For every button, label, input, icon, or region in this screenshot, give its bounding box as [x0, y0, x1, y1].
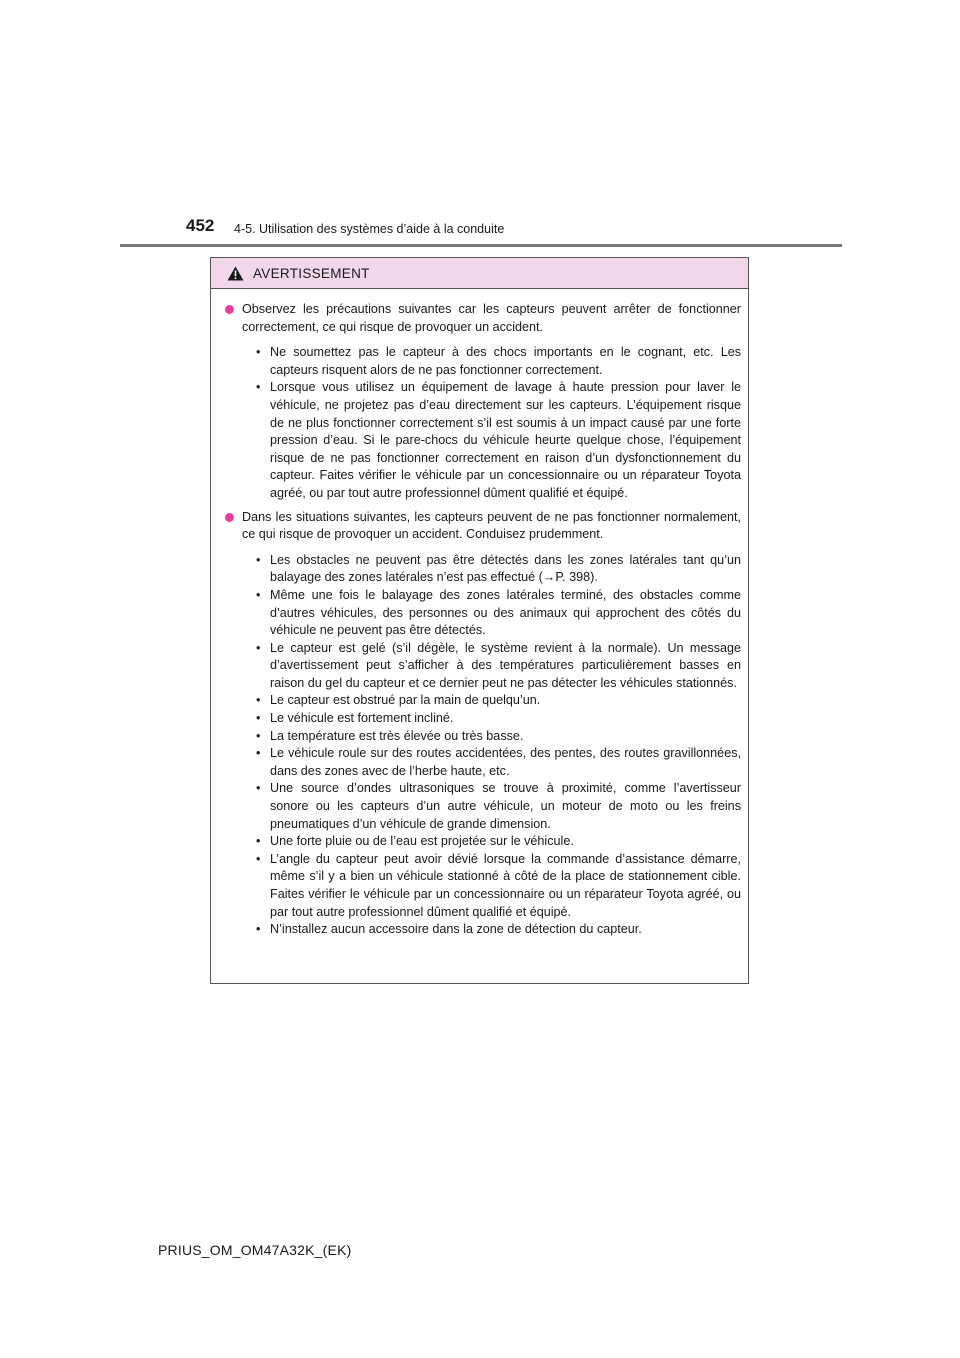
list-item: • Le véhicule roule sur des routes accidentées, des pentes, des routes gravillonnées, dans des zones avec de l’herbe haute, etc. — [256, 745, 741, 780]
list-item: • Ne soumettez pas le capteur à des chocs importants en le cognant, etc. Les capteurs risquent alors de ne pas fonctionner correctement. — [256, 344, 741, 379]
list-item: • Même une fois le balayage des zones latérales terminé, des obstacles comme d’autres véhicules, des personnes ou des animaux qui approchent des côtés du véhicule ne peuvent pas être détectés. — [256, 587, 741, 640]
list-item: • L’angle du capteur peut avoir dévié lorsque la commande d’assistance démarre, même s’il y a bien un véhicule stationné à côté de la place de stationnement cible. Faites vérifier le véhicule par un concessionnaire ou un réparateur Toyota agréé, ou par tout autre professionnel dûment qualifié et équipé. — [256, 851, 741, 921]
warning-point — [224, 509, 741, 544]
warning-header — [211, 258, 748, 289]
precaution-list — [224, 344, 741, 502]
document-code: PRIUS_OM_OM47A32K_(EK) — [158, 1242, 352, 1258]
warning-title: AVERTISSEMENT — [253, 265, 370, 281]
list-item: • Une source d’ondes ultrasoniques se trouve à proximité, comme l’avertisseur sonore ou les capteurs d’un autre véhicule, un moteur de moto ou les freins pneumatiques d’un véhicule de grande dimension. — [256, 780, 741, 833]
list-item: • Le capteur est gelé (s’il dégèle, le système revient à la normale). Un message d’avertissement peut s’afficher à des températures particulièrement basses en raison du gel du capteur et ce dernier peut ne pas détecter les véhicules stationnés. — [256, 640, 741, 693]
warning-point-text: Dans les situations suivantes, les capteurs peuvent de ne pas fonctionner normalement, ce qui risque de provoquer un accident. Conduisez prudemment. — [242, 509, 741, 542]
warning-body — [211, 289, 748, 939]
list-item: • Le capteur est obstrué par la main de quelqu’un. — [256, 692, 741, 710]
warning-triangle-icon — [227, 266, 244, 281]
list-item: • Les obstacles ne peuvent pas être détectés dans les zones latérales tant qu’un balayage des zones latérales n’est pas effectué (→P. 398). — [256, 552, 741, 587]
page-number: 452 — [186, 216, 215, 235]
bullet-dot-icon — [225, 513, 234, 522]
situation-list — [224, 552, 741, 939]
bullet-dot-icon — [225, 305, 234, 314]
warning-point — [224, 301, 741, 336]
header-divider — [120, 244, 842, 247]
list-item: • Une forte pluie ou de l’eau est projetée sur le véhicule. — [256, 833, 741, 851]
section-title: 4-5. Utilisation des systèmes d’aide à la conduite — [234, 222, 505, 236]
warning-point-text: Observez les précautions suivantes car les capteurs peuvent arrêter de fonctionner correctement, ce qui risque de provoquer un accident. — [242, 302, 741, 334]
list-item: • La température est très élevée ou très basse. — [256, 728, 741, 746]
list-item: • N’installez aucun accessoire dans la zone de détection du capteur. — [256, 921, 741, 939]
warning-box — [210, 257, 749, 984]
list-item: • Lorsque vous utilisez un équipement de lavage à haute pression pour laver le véhicule, ne projetez pas d’eau directement sur les capteurs. L’équipement risque de ne plus fonctionner correctement s’il est soumis à un impact causé par une forte pression d’eau. Si le pare-chocs du véhicule heurte quelque chose, l’équipement risque de ne pas fonctionner correctement en raison d’un dysfonctionnement du capteur. Faites vérifier le véhicule par un concessionnaire ou un réparateur Toyota agréé, ou par tout autre professionnel dûment qualifié et équipé. — [256, 379, 741, 502]
list-item: • Le véhicule est fortement incliné. — [256, 710, 741, 728]
